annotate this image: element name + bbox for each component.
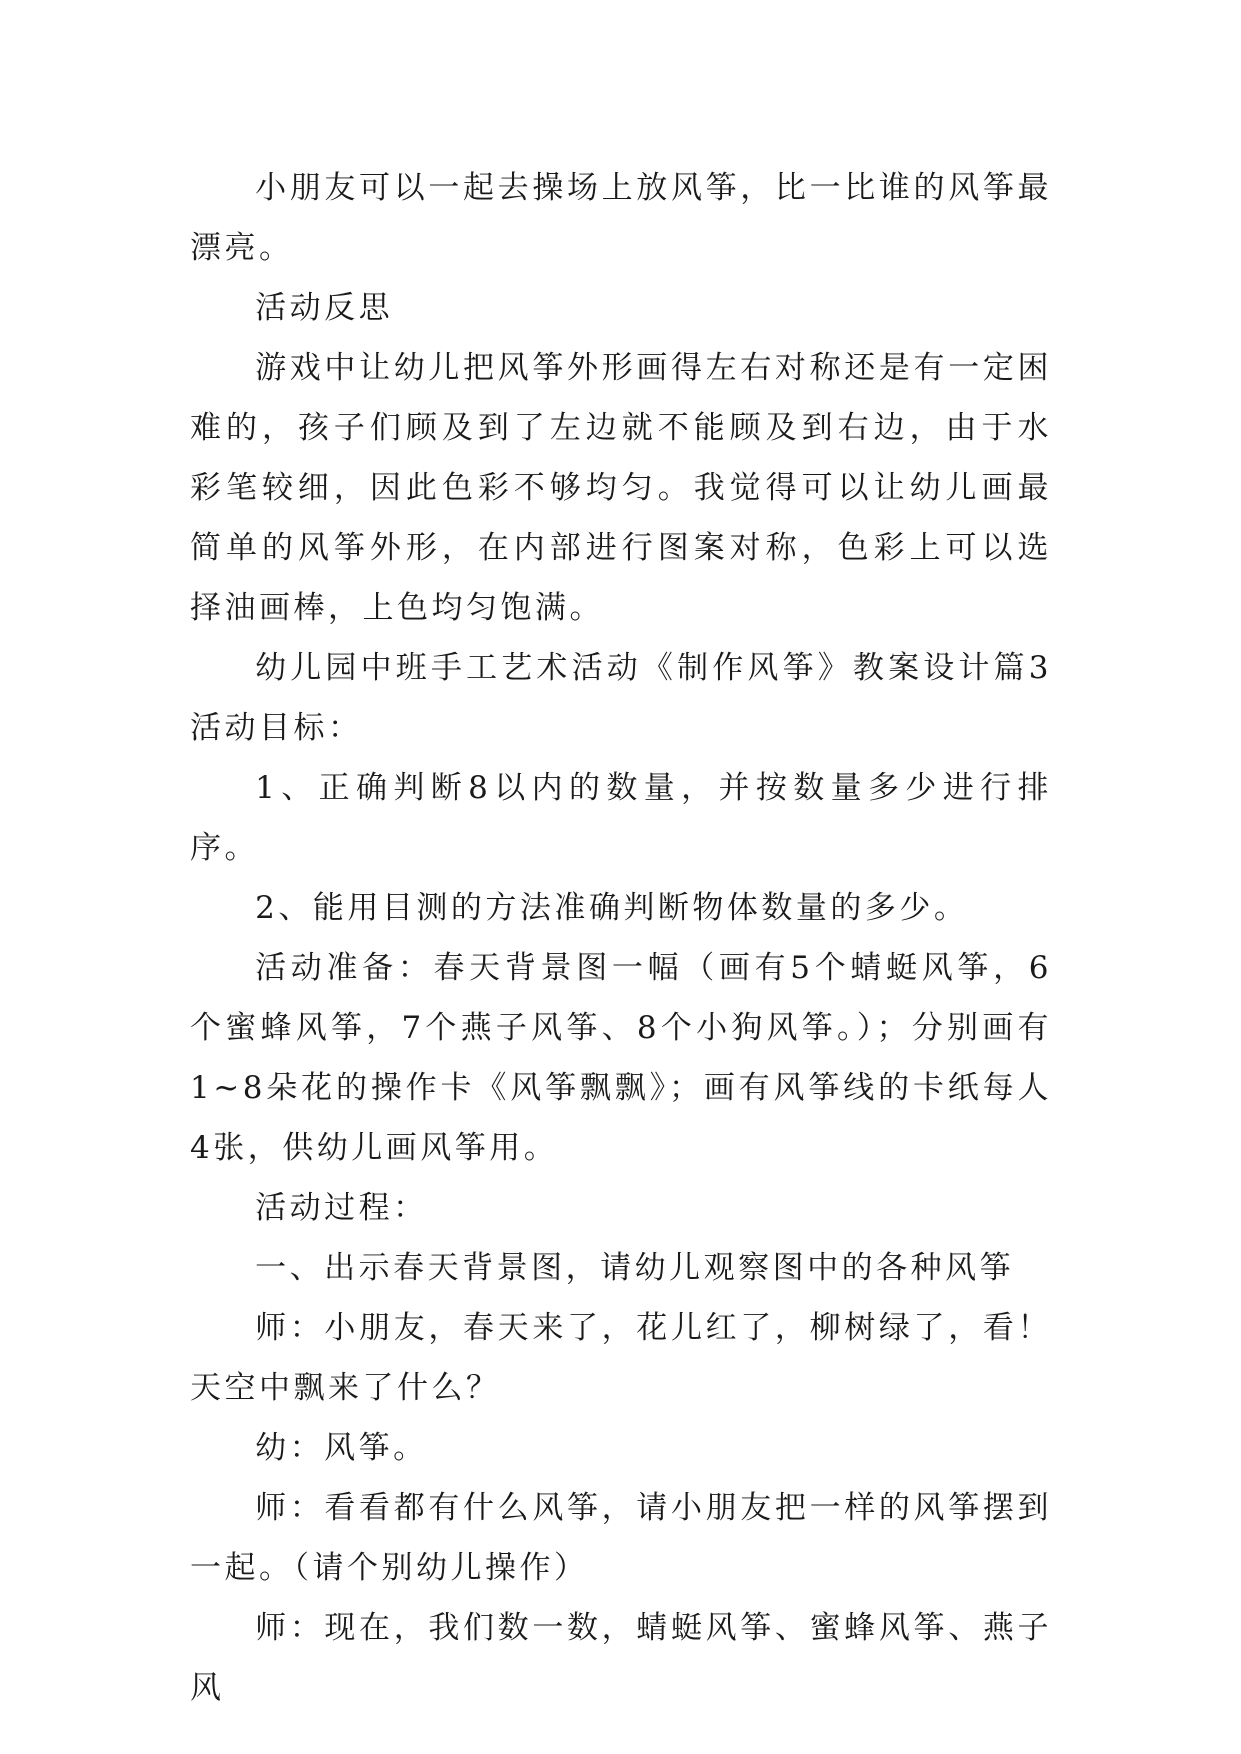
paragraph-teacher-line-1: 师：小朋友，春天来了，花儿红了，柳树绿了，看！天空中飘来了什么？ [190, 1310, 1052, 1406]
paragraph-activity-preparation: 活动准备：春天背景图一幅（画有5个蜻蜓风筝，6个蜜蜂风筝，7个燕子风筝、8个小狗风筝。）；分别画有1~8朵花的操作卡《风筝飘飘》；画有风筝线的卡纸每人4张，供幼儿画风筝用。 [190, 950, 1052, 1166]
paragraph-child-line-1: 幼：风筝。 [255, 1430, 428, 1466]
heading-activity-reflection: 活动反思 [255, 290, 394, 326]
paragraph-step-1: 一、出示春天背景图，请幼儿观察图中的各种风筝 [255, 1250, 1015, 1286]
paragraph-kite-flying: 小朋友可以一起去操场上放风筝，比一比谁的风筝最漂亮。 [190, 170, 1052, 266]
paragraph-lesson-title-goals: 幼儿园中班手工艺术活动《制作风筝》教案设计篇3活动目标： [190, 650, 1052, 746]
paragraph-goal-2: 2、能用目测的方法准确判断物体数量的多少。 [255, 890, 969, 926]
paragraph-teacher-line-3: 师：现在，我们数一数，蜻蜓风筝、蜜蜂风筝、燕子风 [190, 1610, 1052, 1706]
document-body [190, 158, 1052, 1718]
heading-activity-process: 活动过程： [255, 1190, 428, 1226]
paragraph-goal-1: 1、正确判断8以内的数量，并按数量多少进行排序。 [190, 770, 1052, 866]
paragraph-teacher-line-2: 师：看看都有什么风筝，请小朋友把一样的风筝摆到一起。（请个别幼儿操作） [190, 1490, 1052, 1586]
paragraph-reflection-body: 游戏中让幼儿把风筝外形画得左右对称还是有一定困难的，孩子们顾及到了左边就不能顾及到右边，由于水彩笔较细，因此色彩不够均匀。我觉得可以让幼儿画最简单的风筝外形，在内部进行图案对称，色彩上可以选择油画棒，上色均匀饱满。 [190, 350, 1052, 626]
